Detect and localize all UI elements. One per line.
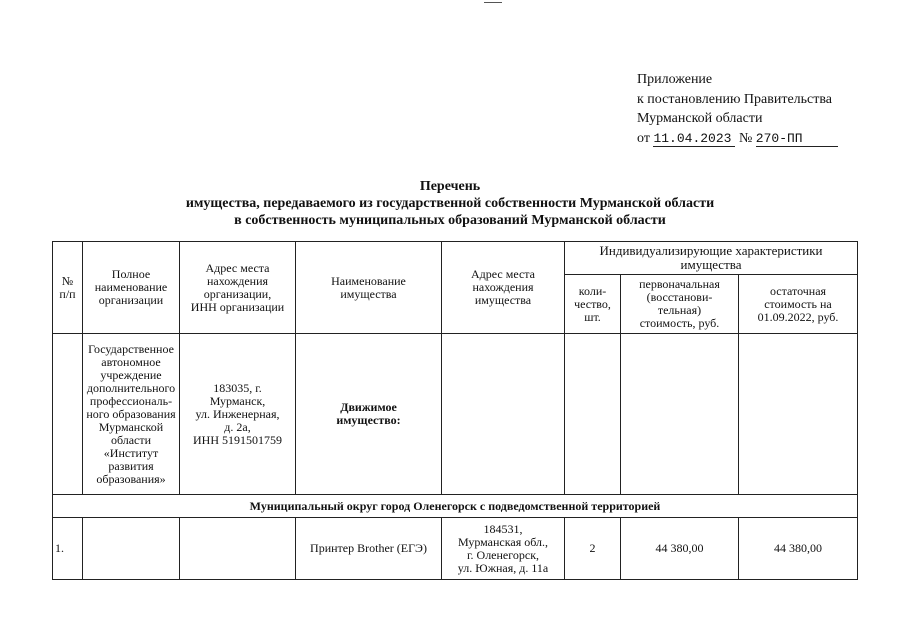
org-row-property-address [442,334,565,495]
header-quantity: коли- чество, шт. [565,275,621,334]
property-table [52,241,858,580]
header-residual-cost: остаточная стоимость на 01.09.2022, руб. [739,275,858,334]
row-residual-cost: 44 380,00 [739,518,858,580]
appendix-line-2: к постановлению Правительства [637,91,833,107]
org-row-initial-cost [621,334,739,495]
page-top-mark [484,2,502,3]
header-property-address: Адрес места нахождения имущества [442,242,565,334]
appendix-line-3: Мурманской области [637,111,763,126]
row-num: 1. [53,518,83,580]
title-line-1: Перечень [419,179,481,194]
org-row-property-type: Движимое имущество: [296,334,442,495]
header-num: № п/п [53,242,83,334]
org-row-quantity [565,334,621,495]
title-line-3: в собственность муниципальных образований Мурманской области [234,213,666,228]
header-property-name: Наименование имущества [296,242,442,334]
header-characteristics-group: Индивидуализирующие характеристики имущества [565,242,858,275]
header-initial-cost: первоначальная (восстанови- тельная) стоимость, руб. [621,275,739,334]
section-row [53,495,858,518]
section-title: Муниципальный округ город Оленегорск с подведомственной территорией [53,495,858,518]
row-property-address: 184531, Мурманская обл., г. Оленегорск, ул. Южная, д. 11а [442,518,565,580]
appendix-block [637,70,897,148]
number-prefix: № [738,130,753,146]
appendix-line-1: Приложение [637,72,713,87]
org-row-address: 183035, г. Мурманск, ул. Инженерная, д. 2а, ИНН 5191501759 [180,334,296,495]
appendix-date-line [637,129,897,149]
header-org-address: Адрес места нахождения организации, ИНН организации [180,242,296,334]
number-value: 270-ПП [756,131,838,147]
title-line-2: имущества, передаваемого из государственной собственности Мурманской области [185,196,715,211]
org-row-num [53,334,83,495]
document-title [120,178,780,229]
date-prefix: от [637,130,650,146]
row-property-name: Принтер Brother (ЕГЭ) [296,518,442,580]
org-row-name: Государственное автономное учреждение дополнительного профессиональ- ного образования Мурманской области «Институт развития образования» [83,334,180,495]
header-org-name: Полное наименование организации [83,242,180,334]
row-org-name [83,518,180,580]
row-initial-cost: 44 380,00 [621,518,739,580]
org-row [53,334,858,495]
row-org-address [180,518,296,580]
org-row-residual-cost [739,334,858,495]
table-row [53,518,858,580]
row-quantity: 2 [565,518,621,580]
header-row-1 [53,242,858,275]
date-value: 11.04.2023 [653,131,735,147]
